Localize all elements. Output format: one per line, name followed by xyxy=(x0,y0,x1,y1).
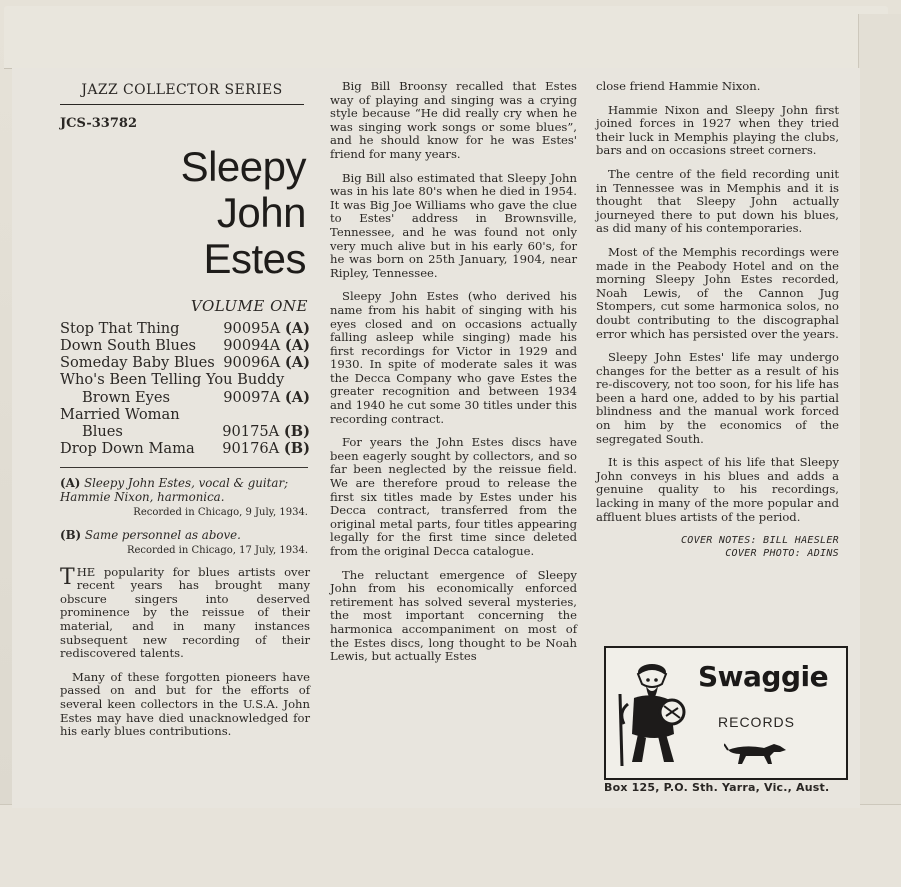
dog-icon xyxy=(724,740,790,766)
volume-label: VOLUME ONE xyxy=(190,297,308,316)
cover-credits xyxy=(596,534,839,560)
track-row xyxy=(60,406,310,423)
track-row xyxy=(60,354,310,371)
track-row xyxy=(60,423,310,440)
credit-b-label: (B) xyxy=(60,528,82,542)
track-session-code: (A) xyxy=(284,354,310,372)
track-title: Blues xyxy=(82,423,123,440)
track-session-code: (B) xyxy=(283,440,310,458)
credit-a-text: Sleepy John Estes, vocal & guitar; Hammie Nixon, harmonica. xyxy=(60,476,289,505)
credit-a xyxy=(60,476,310,504)
credit-a-recording: Recorded in Chicago, 9 July, 1934. xyxy=(133,507,308,519)
column-right xyxy=(596,80,839,560)
artist-name-line-3: Estes xyxy=(203,235,306,283)
swagman-logo-icon xyxy=(612,654,692,772)
liner-para: It is this aspect of his life that Sleepy John conveys in his blues and adds a genuine quality to his recordings, lacking in many of the more popular and affluent blues artists of the period. xyxy=(596,455,839,524)
drop-cap: T xyxy=(60,564,75,590)
liner-para: Sleepy John Estes (who derived his name from his habit of singing with his eyes closed and on occasions actually falling asleep while singing) made his first recordings for Victor in 1929 and 1930. In spite of moderate sales it was the Decca Company who gave Estes the greater recognition and between 1934 and 1940 he cut some 30 titles under this recording contract. xyxy=(330,289,577,426)
column-left xyxy=(60,82,310,749)
track-session-code: (A) xyxy=(284,388,310,406)
track-title: Drop Down Mama xyxy=(60,440,195,458)
liner-para: Most of the Memphis recordings were made in the Peabody Hotel and on the morning Sleepy John Estes recorded, Noah Lewis, of the Cannon Jug Stompers, cut some harmonica solos, no doubt contributing to the discographal error which has persisted over the years. xyxy=(596,244,839,341)
credit-b-text: Same personnel as above. xyxy=(84,528,241,542)
track-title: Who's Been Telling You Buddy xyxy=(60,371,285,389)
liner-para: THE popularity for blues artists over recent years has brought many obscure singers into deserved prominence by the reissue of their material, and in many instances subsequent new recording of their rediscovered talents. xyxy=(60,564,310,661)
cover-photo-credit: COVER PHOTO: ADINS xyxy=(725,548,839,560)
label-address: Box 125, P.O. Sth. Yarra, Vic., Aust. xyxy=(604,781,830,794)
track-row xyxy=(60,440,310,457)
liner-para: Big Bill also estimated that Sleepy John was in his late 80's when he died in 1954. It was Big Joe Williams who gave the clue to Estes' address in Brownsville, Tennessee, and he was found not only very much alive but in his early 60's, for he was born on 25th January, 1904, near Ripley, Tennessee. xyxy=(330,170,577,280)
liner-para: Big Bill Broonsy recalled that Estes way of playing and singing was a crying style because “He did really cry when he was singing work songs or some blues”, and he should know for he was Estes' friend for many years. xyxy=(330,79,577,161)
liner-para: Many of these forgotten pioneers have passed on and but for the efforts of several keen collectors in the U.S.A. John Estes may have died unacknowledged for his early blues contributions. xyxy=(60,669,310,739)
liner-para-continued: close friend Hammie Nixon. xyxy=(596,79,761,93)
track-session-code: (B) xyxy=(283,423,310,440)
track-session-code: (A) xyxy=(284,336,310,354)
column-middle xyxy=(330,80,577,674)
sleeve-right-flap xyxy=(858,14,901,864)
catalog-number: JCS-33782 xyxy=(60,115,137,131)
track-title: Brown Eyes xyxy=(82,388,171,406)
brand-wordmark: Swaggie xyxy=(698,660,829,693)
track-matrix: 90097A xyxy=(223,388,281,406)
credit-b-recording: Recorded in Chicago, 17 July, 1934. xyxy=(126,545,308,556)
track-matrix: 90096A xyxy=(223,354,281,372)
liner-para: Sleepy John Estes' life may undergo changes for the better as a result of his re-discovery, not too soon, for his life has been a hard one, added to by his partial blindness and the manual work forced on him by the economics of the segregated South. xyxy=(596,350,839,446)
divider xyxy=(60,467,308,468)
records-wordmark: RECORDS xyxy=(718,714,796,730)
track-session-code: (A) xyxy=(284,319,310,337)
swaggie-logo-box xyxy=(604,646,848,780)
track-title: Someday Baby Blues xyxy=(60,354,215,372)
track-list xyxy=(60,320,310,458)
track-row xyxy=(60,389,310,406)
track-matrix: 90095A xyxy=(223,319,281,337)
track-row xyxy=(60,320,310,337)
liner-para: The centre of the field recording unit in Tennessee was in Memphis and it is thought that Sleepy John actually journeyed there to put down his blues, as did many of his contemporaries. xyxy=(596,166,839,236)
track-row xyxy=(60,337,310,354)
track-matrix: 90176A xyxy=(222,440,280,458)
credit-b xyxy=(60,528,310,542)
track-title: Married Woman xyxy=(60,405,180,423)
liner-para: Hammie Nixon and Sleepy John first joined forces in 1927 when they tried their luck in Memphis playing the clubs, bars and on occasions street corners. xyxy=(596,102,839,158)
track-row xyxy=(60,371,310,388)
sleeve-top-flap xyxy=(4,6,888,69)
track-matrix: 90175A xyxy=(222,423,280,440)
artist-name-line-1: Sleepy xyxy=(180,143,306,191)
credit-a-label: (A) xyxy=(60,476,81,491)
track-title: Down South Blues xyxy=(60,336,197,354)
liner-para: The reluctant emergence of Sleepy John from his economically enforced retirement has solved several mysteries, the most important concerning the harmonica accompaniment on most of the Estes discs, long thought to be Noah Lewis, but actually Estes xyxy=(330,567,577,664)
artist-name-line-2: John xyxy=(216,189,306,237)
track-matrix: 90094A xyxy=(223,336,281,354)
liner-para: For years the John Estes discs have been eagerly sought by collectors, and so far been neglected by the reissue field. We are therefore proud to release the first six titles made by Estes under his Decca contract, transferred from the original metal parts, four titles appearing legally for the first time since deleted from the original Decca catalogue. xyxy=(330,435,577,558)
sleeve-bottom-flap xyxy=(0,804,901,887)
series-title: JAZZ COLLECTOR SERIES xyxy=(60,82,304,105)
track-title: Stop That Thing xyxy=(60,319,180,337)
cover-notes-credit: COVER NOTES: BILL HAESLER xyxy=(680,535,839,547)
